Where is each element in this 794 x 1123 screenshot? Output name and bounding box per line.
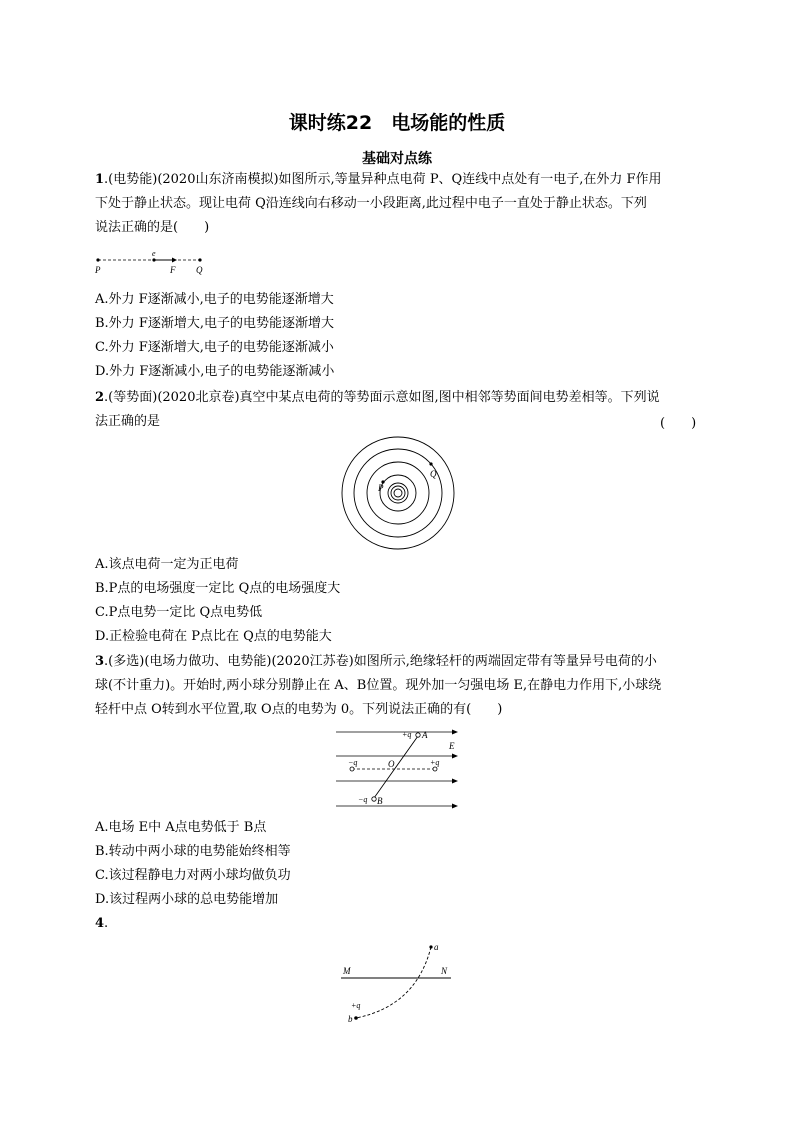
q3-text1: .(多选)(电场力做功、电势能)(2020江苏卷)如图所示,绝缘轻杆的两端固定带有等量异号电荷的小 (104, 654, 657, 669)
q1-fig-e: e (152, 249, 156, 258)
q1-fig-Q: Q (196, 265, 203, 275)
q3-fig-E: E (449, 741, 455, 751)
q3-option-d: D.该过程两小球的总电势能增加 (95, 892, 279, 907)
q2-option-d: D.正检验电荷在 P点比在 Q点的电势能大 (95, 629, 332, 644)
q4-figure (338, 938, 460, 1026)
q2-option-c: C.P点电势一定比 Q点电势低 (95, 605, 263, 620)
q1-line3: 说法正确的是( ) (95, 220, 210, 235)
q2-line1 (95, 388, 705, 408)
q2-text1: .(等势面)(2020北京卷)真空中某点电荷的等势面示意如图,图中相邻等势面间电势差相等。下列说 (104, 390, 660, 405)
q3-fig-B: B (377, 796, 383, 806)
q3-number: 3 (95, 654, 105, 669)
q2-fig-P: P (378, 483, 384, 493)
q1-figure (92, 248, 212, 278)
page-title: 课时练22 电场能的性质 (288, 112, 506, 134)
q4-fig-a: a (434, 942, 439, 952)
q4-fig-N: N (441, 966, 448, 976)
q2-fig-Q: Q (430, 469, 437, 479)
q2-answer-paren: ( ) (660, 416, 697, 431)
q4-fig-b: b (348, 1014, 353, 1024)
q2-number: 2 (95, 390, 105, 405)
q1-option-d: D.外力 F逐渐减小,电子的电势能逐渐减小 (95, 364, 335, 379)
q1-number: 1 (95, 172, 105, 187)
q1-option-b: B.外力 F逐渐增大,电子的电势能逐渐增大 (95, 316, 334, 331)
q4-fig-M: M (343, 966, 351, 976)
q3-line1 (95, 652, 705, 672)
q3-fig-A: A (422, 730, 428, 740)
q1-fig-F: F (170, 265, 176, 275)
q3-line3: 轻杆中点 O转到水平位置,取 O点的电势为 0。下列说法正确的有( ) (95, 702, 503, 717)
q3-fig-O: O (388, 759, 395, 769)
q3-fig-qL: −q (348, 758, 358, 767)
q3-option-b: B.转动中两小球的电势能始终相等 (95, 844, 291, 859)
q1-option-c: C.外力 F逐渐增大,电子的电势能逐渐减小 (95, 340, 334, 355)
q1-line2: 下处于静止状态。现让电荷 Q沿连线向右移动一小段距离,此过程中电子一直处于静止状态。下列 (95, 196, 647, 211)
q3-fig-qA: +q (402, 730, 412, 739)
q4-line1 (95, 914, 705, 934)
q1-option-a: A.外力 F逐渐减小,电子的电势能逐渐增大 (95, 292, 334, 307)
q3-fig-qB: −q (358, 795, 368, 804)
q3-line2: 球(不计重力)。开始时,两小球分别静止在 A、B位置。现外加一匀强电场 E,在静电力作用下,小球绕 (95, 678, 662, 693)
q2-option-b: B.P点的电场强度一定比 Q点的电场强度大 (95, 581, 341, 596)
q4-dot: . (104, 916, 109, 931)
q2-option-a: A.该点电荷一定为正电荷 (95, 557, 239, 572)
q3-figure (332, 725, 462, 813)
q2-line2: 法正确的是 (95, 414, 161, 429)
q3-fig-qR: +q (430, 758, 440, 767)
q4-number: 4 (95, 916, 105, 931)
q1-text1: .(电势能)(2020山东济南模拟)如图所示,等量异种点电荷 P、Q连线中点处有一电子,在外力 F作用 (104, 172, 662, 187)
q1-fig-P: P (95, 265, 101, 275)
q4-fig-q: +q (351, 1001, 361, 1010)
section-title: 基础对点练 (362, 151, 432, 167)
q1-line1 (95, 170, 705, 190)
q2-figure (338, 436, 458, 556)
q3-option-c: C.该过程静电力对两小球均做负功 (95, 868, 291, 883)
q3-option-a: A.电场 E中 A点电势低于 B点 (95, 820, 267, 835)
